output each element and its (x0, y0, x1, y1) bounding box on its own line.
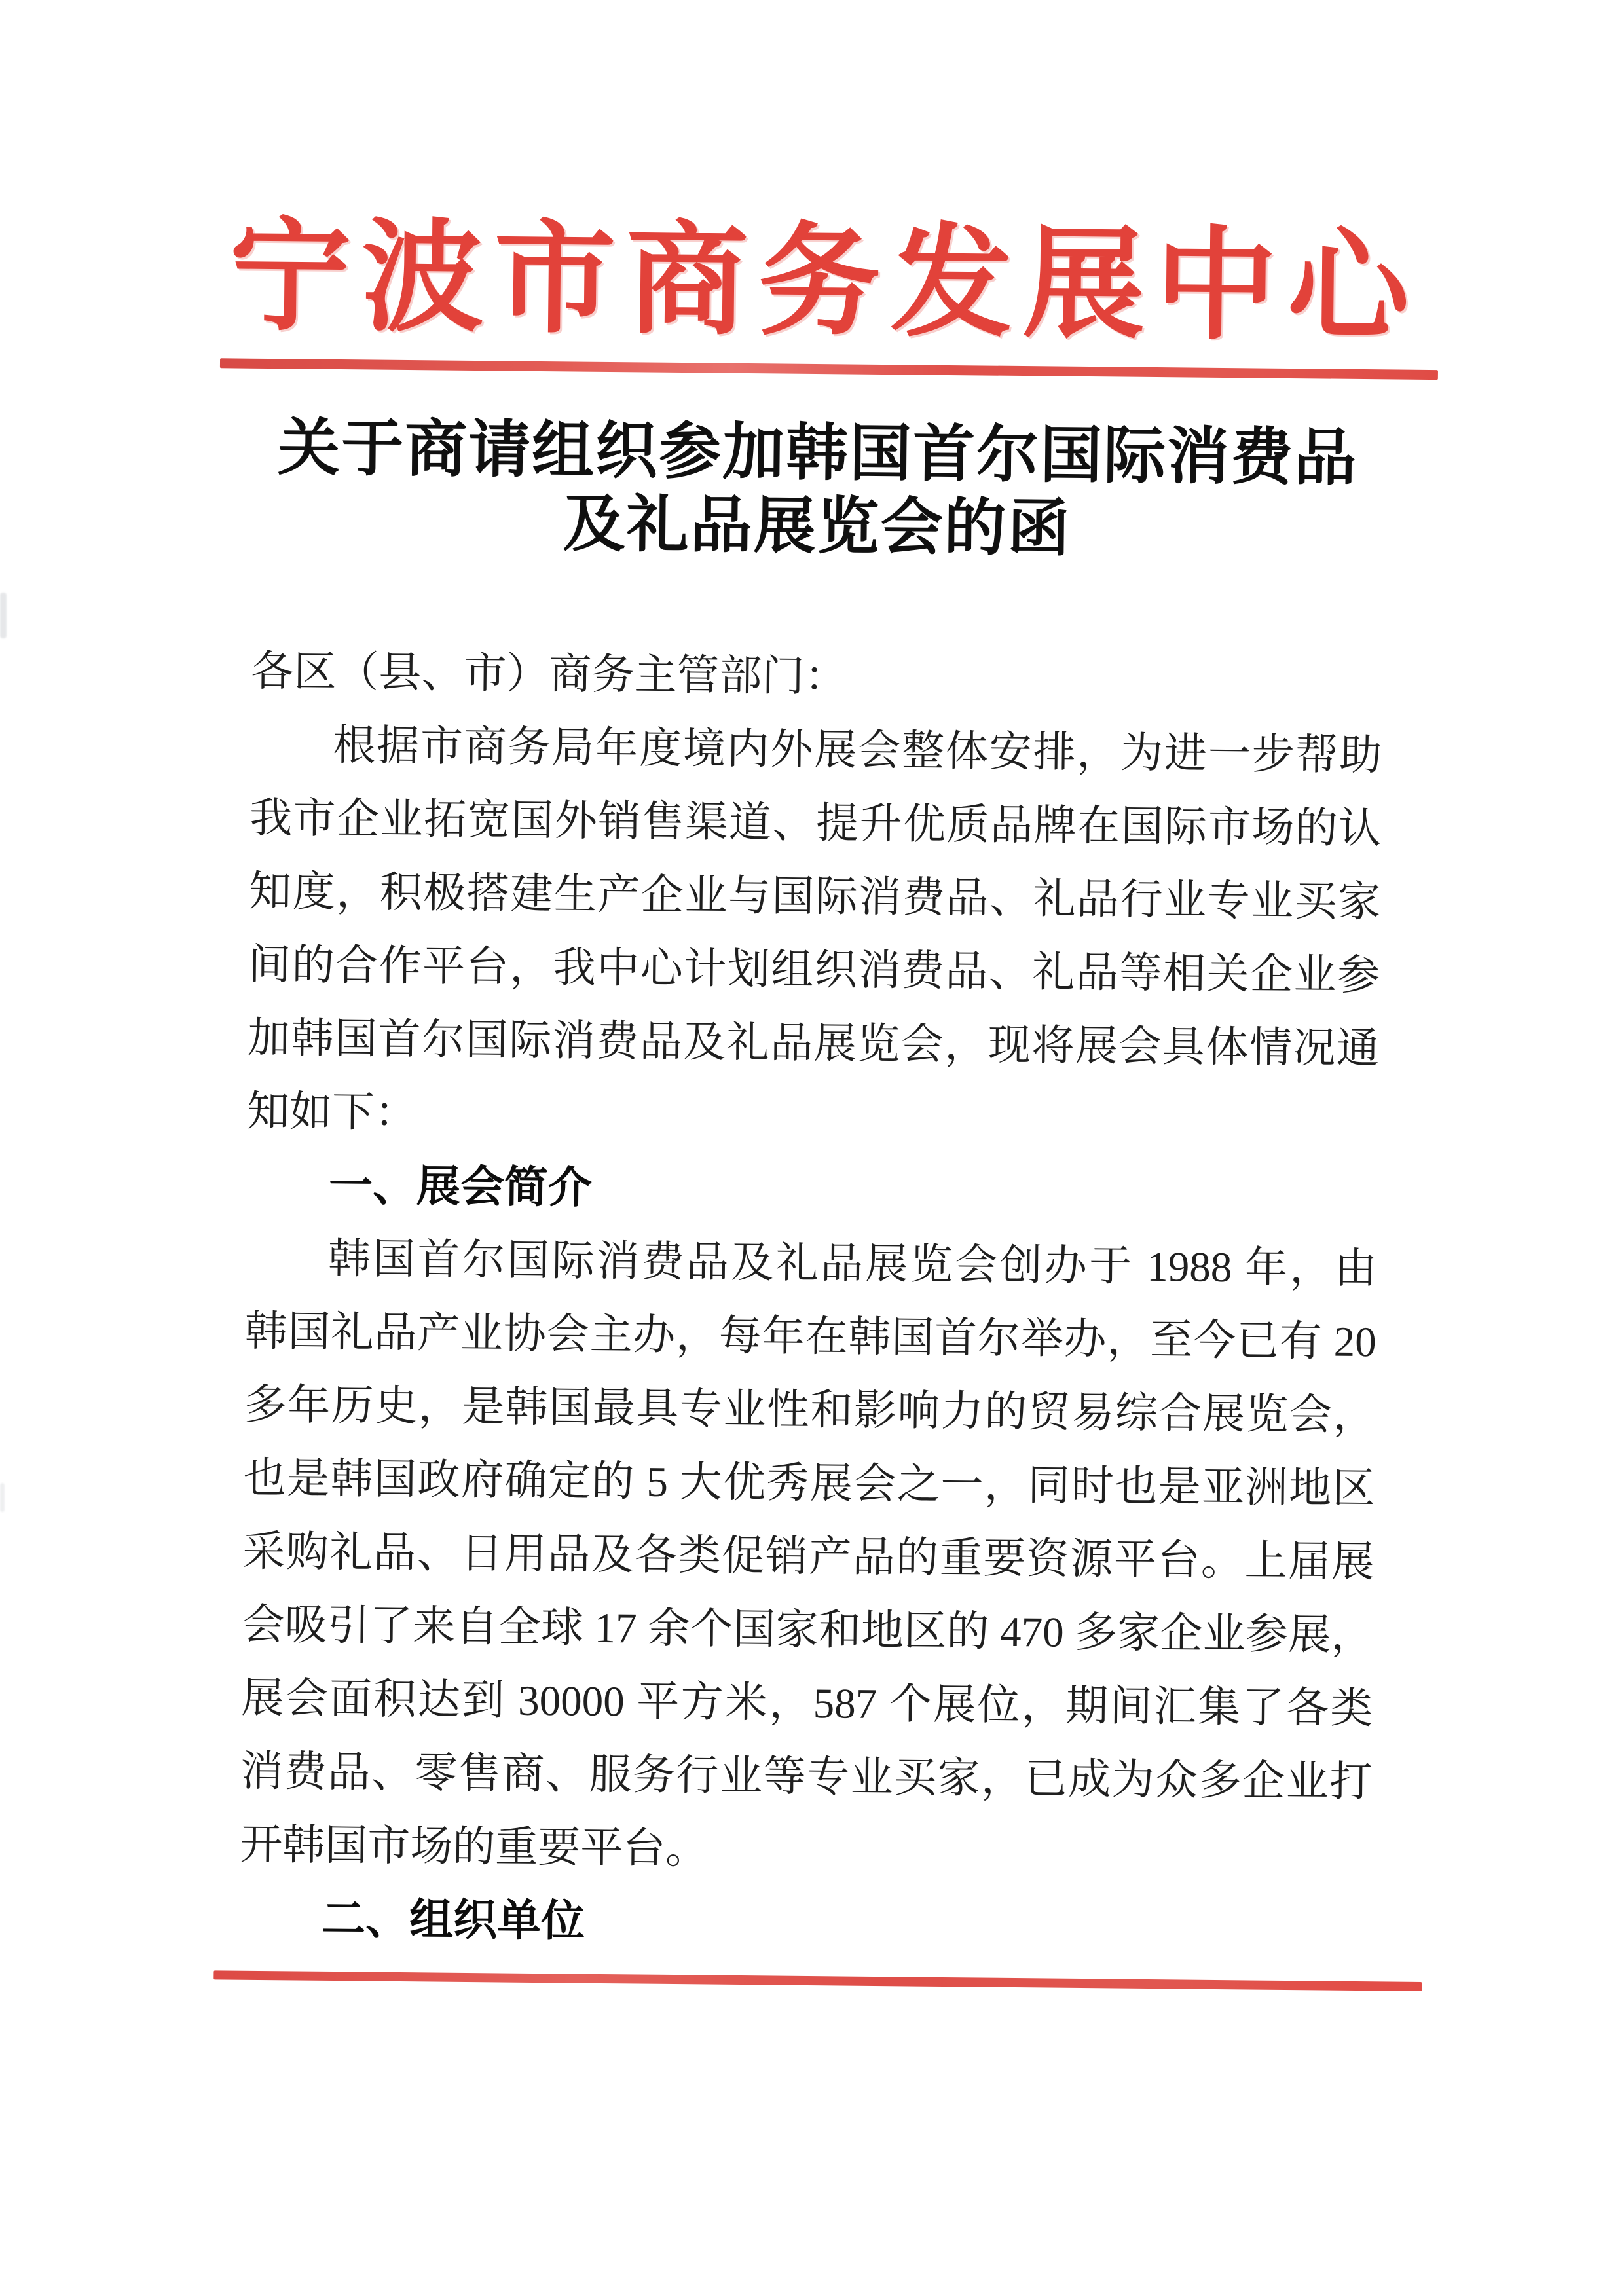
body-line: 间的合作平台，我中心计划组织消费品、礼品等相关企业参 (248, 941, 1380, 1000)
body-line: 多年历史，是韩国最具专业性和影响力的贸易综合展览会， (244, 1381, 1376, 1440)
body-line: 韩国礼品产业协会主办，每年在韩国首尔举办，至今已有 20 (244, 1308, 1377, 1367)
letterhead-org-name: 宁波市商务发展中心 (229, 210, 1421, 356)
document-title (5, 409, 1624, 571)
body-line: 根据市商务局年度境内外展会整体安排，为进一步帮助 (333, 722, 1382, 780)
body-line: 消费品、零售商、服务行业等专业买家，已成为众多企业打 (240, 1748, 1373, 1807)
body-line: 韩国首尔国际消费品及礼品展览会创办于 1988 年，由 (327, 1235, 1378, 1293)
body-line-salutation: 各区（县、市）商务主管部门： (251, 648, 847, 701)
scan-smudge (0, 1483, 5, 1512)
section-heading-1: 一、展会简介 (328, 1160, 593, 1213)
body-line: 我市企业拓宽国外销售渠道、提升优质品牌在国际市场的认 (249, 794, 1382, 853)
footer-red-rule (213, 1970, 1422, 1991)
body-line: 知如下： (246, 1088, 418, 1137)
body-line: 展会面积达到 30000 平方米，587 个展位，期间汇集了各类 (241, 1674, 1373, 1733)
document-body (239, 635, 1383, 1966)
body-line: 开韩国市场的重要平台。 (239, 1821, 709, 1873)
letterhead-red-rule (220, 358, 1438, 380)
body-line: 知度，积极搭建生产企业与国际消费品、礼品行业专业买家 (248, 868, 1381, 927)
document-title-line-2: 及礼品展览会的函 (563, 489, 1072, 564)
scan-smudge (0, 593, 7, 638)
document-title-line-1: 关于商请组织参加韩国首尔国际消费品 (277, 413, 1358, 493)
body-line: 采购礼品、日用品及各类促销产品的重要资源平台。上届展 (242, 1528, 1375, 1587)
body-line: 加韩国首尔国际消费品及礼品展览会，现将展会具体情况通 (247, 1014, 1380, 1073)
body-line: 也是韩国政府确定的 5 大优秀展会之一，同时也是亚洲地区 (243, 1454, 1375, 1513)
body-line: 会吸引了来自全球 17 余个国家和地区的 470 多家企业参展， (242, 1601, 1374, 1660)
section-heading-2: 二、组织单位 (321, 1894, 585, 1946)
